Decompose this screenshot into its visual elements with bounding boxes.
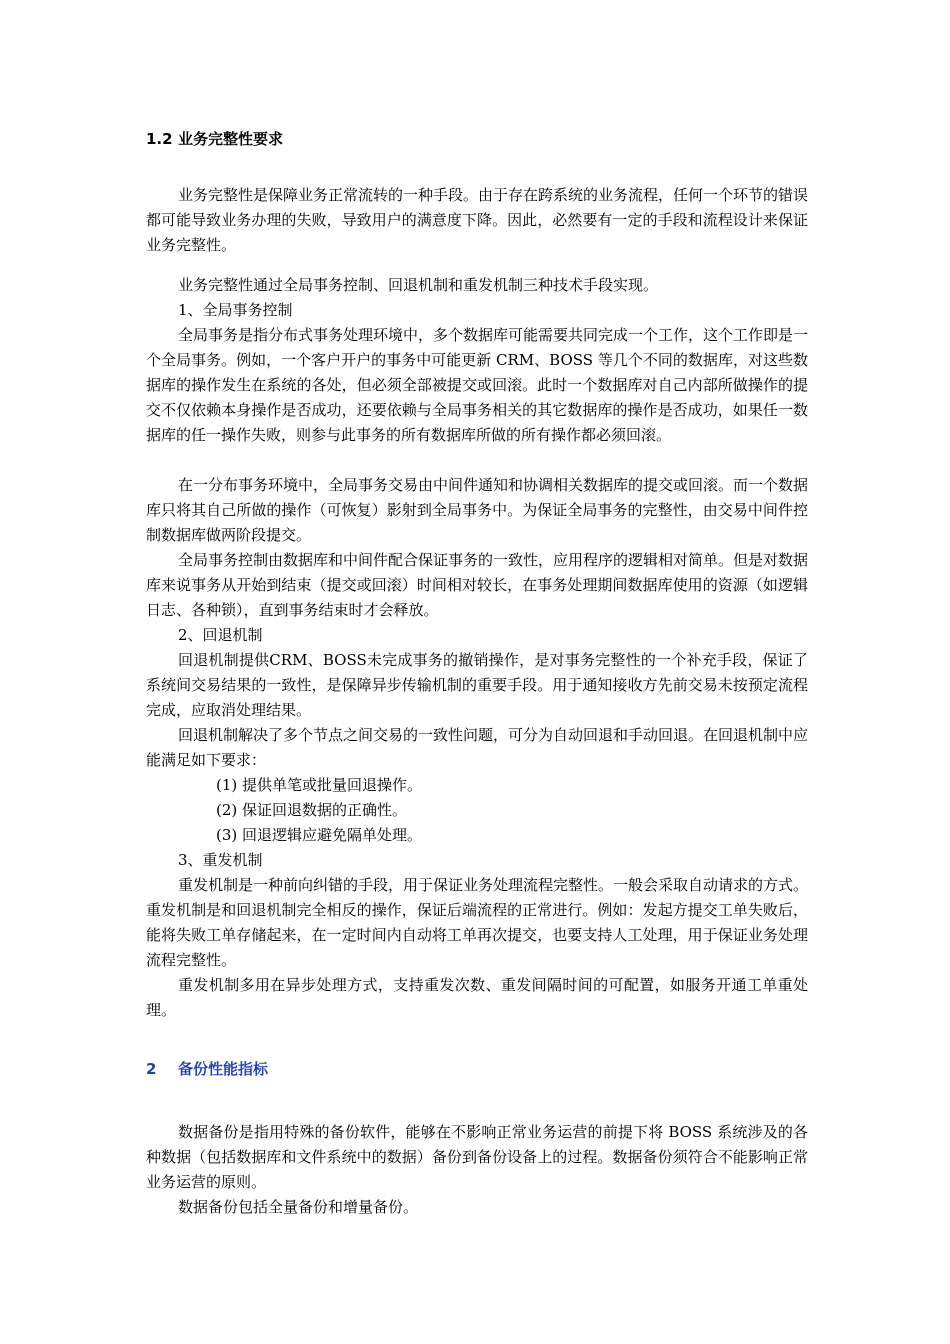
paragraph-resend-2: 重发机制多用在异步处理方式，支持重发次数、重发间隔时间的可配置，如服务开通工单重处理。 xyxy=(146,976,808,1019)
section-title: 业务完整性要求 xyxy=(178,130,284,148)
paragraph-rollback-1: 回退机制提供CRM、BOSS未完成事务的撤销操作，是对事务完整性的一个补充手段，保证了系统间交易结果的一致性，是保障异步传输机制的重要手段。用于通知接收方先前交易未按预定流程完成，应取消处理结果。 xyxy=(146,651,808,719)
paragraph-backup-2: 数据备份包括全量备份和增量备份。 xyxy=(178,1198,419,1216)
paragraph-resend-1: 重发机制是一种前向纠错的手段，用于保证业务处理流程完整性。一般会采取自动请求的方式。重发机制是和回退机制完全相反的操作，保证后端流程的正常进行。例如：发起方提交工单失败后，能将失败工单存储起来，在一定时间内自动将工单再次提交，也要支持人工处理，用于保证业务处理流程完整性。 xyxy=(146,876,809,969)
list-item: (1) 提供单笔或批量回退操作。 xyxy=(216,776,423,794)
section-number: 2 xyxy=(146,1060,157,1078)
paragraph-rollback-2: 回退机制解决了多个节点之间交易的一致性问题，可分为自动回退和手动回退。在回退机制中应能满足如下要求： xyxy=(146,726,809,769)
paragraph-intro: 业务完整性是保障业务正常流转的一种手段。由于存在跨系统的业务流程，任何一个环节的错误都可能导致业务办理的失败，导致用户的满意度下降。因此，必然要有一定的手段和流程设计来保证业务完整性。 xyxy=(146,186,809,254)
section-number: 1.2 xyxy=(146,130,173,148)
subsection-heading-resend: 3、重发机制 xyxy=(178,851,263,869)
section-1-2-heading xyxy=(146,129,283,149)
paragraph-backup-1: 数据备份是指用特殊的备份软件，能够在不影响正常业务运营的前提下将 BOSS 系统涉及的各种数据（包括数据库和文件系统中的数据）备份到备份设备上的过程。数据备份须符合不能影响正常业务运营的原则。 xyxy=(146,1123,808,1191)
list-item: (2) 保证回退数据的正确性。 xyxy=(216,801,408,819)
paragraph-global-tx-1: 全局事务是指分布式事务处理环境中，多个数据库可能需要共同完成一个工作，这个工作即是一个全局事务。例如，一个客户开户的事务中可能更新 CRM、BOSS 等几个不同的数据库，对这些数据库的操作发生在系统的各处，但必须全部被提交或回滚。此时一个数据库对自己内部所做操作的提交不仅依赖本身操作是否成功，还要依赖与全局事务相关的其它数据库的操作是否成功，如果任一数据库的任一操作失败，则参与此事务的所有数据库所做的所有操作都必须回滚。 xyxy=(146,326,809,444)
subsection-heading-rollback: 2、回退机制 xyxy=(178,626,263,644)
list-item: (3) 回退逻辑应避免隔单处理。 xyxy=(216,826,423,844)
section-title: 备份性能指标 xyxy=(178,1060,269,1078)
section-2-heading xyxy=(146,1059,268,1079)
paragraph-global-tx-3: 全局事务控制由数据库和中间件配合保证事务的一致性，应用程序的逻辑相对简单。但是对数据库来说事务从开始到结束（提交或回滚）时间相对较长，在事务处理期间数据库使用的资源（如逻辑日志、各种锁），直到事务结束时才会释放。 xyxy=(146,551,809,619)
paragraph-global-tx-2: 在一分布事务环境中，全局事务交易由中间件通知和协调相关数据库的提交或回滚。而一个数据库只将其自己所做的操作（可恢复）影射到全局事务中。为保证全局事务的完整性，由交易中间件控制数据库做两阶段提交。 xyxy=(146,476,809,544)
paragraph-overview: 业务完整性通过全局事务控制、回退机制和重发机制三种技术手段实现。 xyxy=(178,276,659,294)
subsection-heading-global-transaction: 1、全局事务控制 xyxy=(178,301,293,319)
